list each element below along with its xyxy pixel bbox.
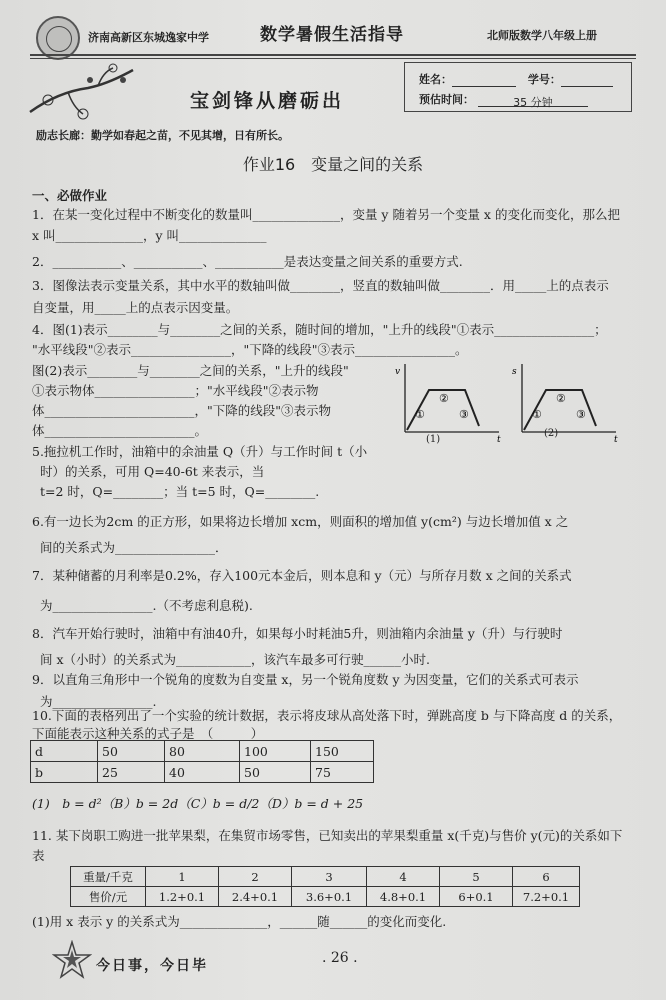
question-4-line-1: 4．图(1)表示________与________之间的关系，随时间的增加，"上升的线段"①表示________________； — [32, 322, 607, 337]
graph-1 — [395, 360, 505, 445]
experiment-table — [30, 740, 374, 783]
question-8-line-2: 间 x（小时）的关系式为____________，该汽车最多可行驶______小时. — [40, 652, 430, 667]
question-11-line-2: 表 — [32, 848, 45, 863]
question-2: 2．___________、___________、___________是表达变量之间关系的重要方式. — [32, 254, 463, 269]
question-4-line-3: 图(2)表示________与________之间的关系，"上升的线段" — [32, 363, 349, 378]
table-cell: 50 — [240, 762, 311, 783]
graph-2-y-label: s — [512, 367, 517, 377]
table-cell: 4 — [367, 867, 440, 887]
table-cell: 40 — [165, 762, 240, 783]
footer-slogan: 今日事，今日毕 — [96, 958, 208, 974]
guide-title: 数学暑假生活指导 — [260, 25, 404, 45]
question-4-line-2: "水平线段"②表示________________，"下降的线段"③表示________________。 — [32, 342, 468, 357]
table-cell: 3.6+0.1 — [292, 887, 367, 907]
table-cell: 6 — [513, 867, 580, 887]
question-9-line-2: 为________________. — [40, 694, 157, 709]
table-cell: 80 — [165, 741, 240, 762]
student-info-box — [404, 62, 632, 112]
time-label: 预估时间： — [419, 93, 474, 106]
question-1-line-2: x 叫______________，y 叫______________ — [32, 228, 267, 243]
id-label: 学号： — [527, 73, 561, 86]
table-cell: 25 — [98, 762, 165, 783]
question-10-line-1: 10.下面的表格列出了一个实验的统计数据，表示将皮球从高处落下时，弹跳高度 b 与下降高度 d 的关系， — [32, 708, 622, 723]
price-table — [70, 866, 580, 907]
table-row — [71, 887, 580, 907]
question-9-line-1: 9．以直角三角形中一个锐角的度数为自变量 x，另一个锐角度数 y 为因变量，它们的关系式可表示 — [32, 672, 579, 687]
question-7-line-2: 为________________.（不考虑利息税). — [40, 598, 253, 613]
graph-1-label-1: ① — [415, 408, 425, 421]
star-decoration-icon — [52, 940, 92, 980]
table-cell: 售价/元 — [71, 887, 146, 907]
graph-1-x-label: t — [497, 435, 501, 445]
name-id-row — [419, 71, 613, 87]
page-number: . 26 . — [322, 950, 358, 966]
table-row — [31, 762, 374, 783]
header-rule — [30, 54, 636, 56]
plum-branch-illustration — [28, 62, 138, 122]
graph-1-caption: (1) — [426, 434, 441, 445]
question-6-line-2: 间的关系式为________________． — [40, 540, 228, 555]
name-field[interactable] — [452, 74, 516, 87]
question-3-line-1: 3．图像法表示变量关系，其中水平的数轴叫做________，竖直的数轴叫做________．用_____上的点表示 — [32, 278, 609, 293]
graph-2-label-2: ② — [556, 392, 566, 405]
id-field[interactable] — [561, 74, 613, 87]
question-4-line-4: ①表示物体________________；"水平线段"②表示物 — [32, 383, 319, 398]
table-cell: 50 — [98, 741, 165, 762]
time-row — [419, 91, 588, 107]
table-cell: 3 — [292, 867, 367, 887]
table-row — [71, 867, 580, 887]
table-cell: 1.2+0.1 — [146, 887, 219, 907]
question-10-line-2: 下面能表示这种关系的式子是 （ ） — [32, 726, 264, 741]
question-3-line-2: 自变量，用_____上的点表示因变量。 — [32, 300, 239, 315]
question-4-line-6: 体________________________。 — [32, 423, 208, 438]
question-10-options: (1) b = d²（B）b = 2d（C）b = d/2（D）b = d + 25 — [32, 796, 364, 811]
graph-2-x-label: t — [614, 435, 618, 445]
table-cell: 7.2+0.1 — [513, 887, 580, 907]
graph-2-label-1: ① — [532, 408, 542, 421]
header-rule-thin — [30, 58, 636, 59]
question-7-line-1: 7．某种储蓄的月利率是0.2%，存入100元本金后，则本息和 y（元）与所存月数 x 之间的关系式 — [32, 568, 572, 583]
graph-1-y-label: v — [395, 367, 401, 377]
section-heading: 一、必做作业 — [32, 188, 108, 203]
graph-2-caption: (2) — [544, 428, 559, 439]
question-11-sub-1: (1)用 x 表示 y 的关系式为______________，______随______的变化而变化. — [32, 914, 447, 929]
graph-2-label-3: ③ — [576, 408, 586, 421]
table-cell: 2 — [219, 867, 292, 887]
grade-label: 北师版数学八年级上册 — [487, 29, 597, 42]
table-row — [31, 741, 374, 762]
table-cell: 重量/千克 — [71, 867, 146, 887]
question-8-line-1: 8．汽车开始行驶时，油箱中有油40升，如果每小时耗油5升，则油箱内余油量 y（升）与行驶时 — [32, 626, 563, 641]
motto: 宝剑锋从磨砺出 — [190, 90, 345, 112]
table-cell: d — [31, 741, 98, 762]
inspiration-quote: 励志长廊：勤学如春起之苗，不见其增，日有所长。 — [36, 129, 289, 142]
table-cell: 75 — [311, 762, 374, 783]
school-name: 济南高新区东城逸家中学 — [88, 31, 209, 44]
table-cell: 4.8+0.1 — [367, 887, 440, 907]
name-label: 姓名： — [419, 73, 452, 86]
question-4-line-5: 体________________________，"下降的线段"③表示物 — [32, 403, 331, 418]
question-11-line-1: 11. 某下岗职工购进一批苹果梨，在集贸市场零售，已知卖出的苹果梨重量 x(千克)与售价 y(元)的关系如下 — [32, 828, 623, 843]
question-5-line-1: 5.拖拉机工作时，油箱中的余油量 Q（升）与工作时间 t（小 — [32, 444, 368, 459]
table-cell: 150 — [311, 741, 374, 762]
graph-1-label-2: ② — [439, 392, 449, 405]
table-cell: 6+0.1 — [440, 887, 513, 907]
graph-2 — [512, 360, 622, 445]
question-5-line-3: t=2 时，Q=________；当 t=5 时，Q=________. — [40, 484, 320, 499]
table-cell: 100 — [240, 741, 311, 762]
question-5-line-2: 时）的关系，可用 Q=40-6t 来表示，当 — [40, 464, 265, 479]
question-1-line-1: 1．在某一变化过程中不断变化的数量叫______________，变量 y 随着另一个变量 x 的变化而变化，那么把 — [32, 207, 620, 222]
table-cell: 2.4+0.1 — [219, 887, 292, 907]
table-cell: b — [31, 762, 98, 783]
table-cell: 5 — [440, 867, 513, 887]
page-title: 作业16 变量之间的关系 — [242, 155, 424, 174]
time-value: 35 分钟 — [478, 94, 588, 107]
question-6-line-1: 6.有一边长为2cm 的正方形，如果将边长增加 xcm，则面积的增加值 y(cm²) 与边长增加值 x 之 — [32, 514, 569, 529]
table-cell: 1 — [146, 867, 219, 887]
graph-1-label-3: ③ — [459, 408, 469, 421]
